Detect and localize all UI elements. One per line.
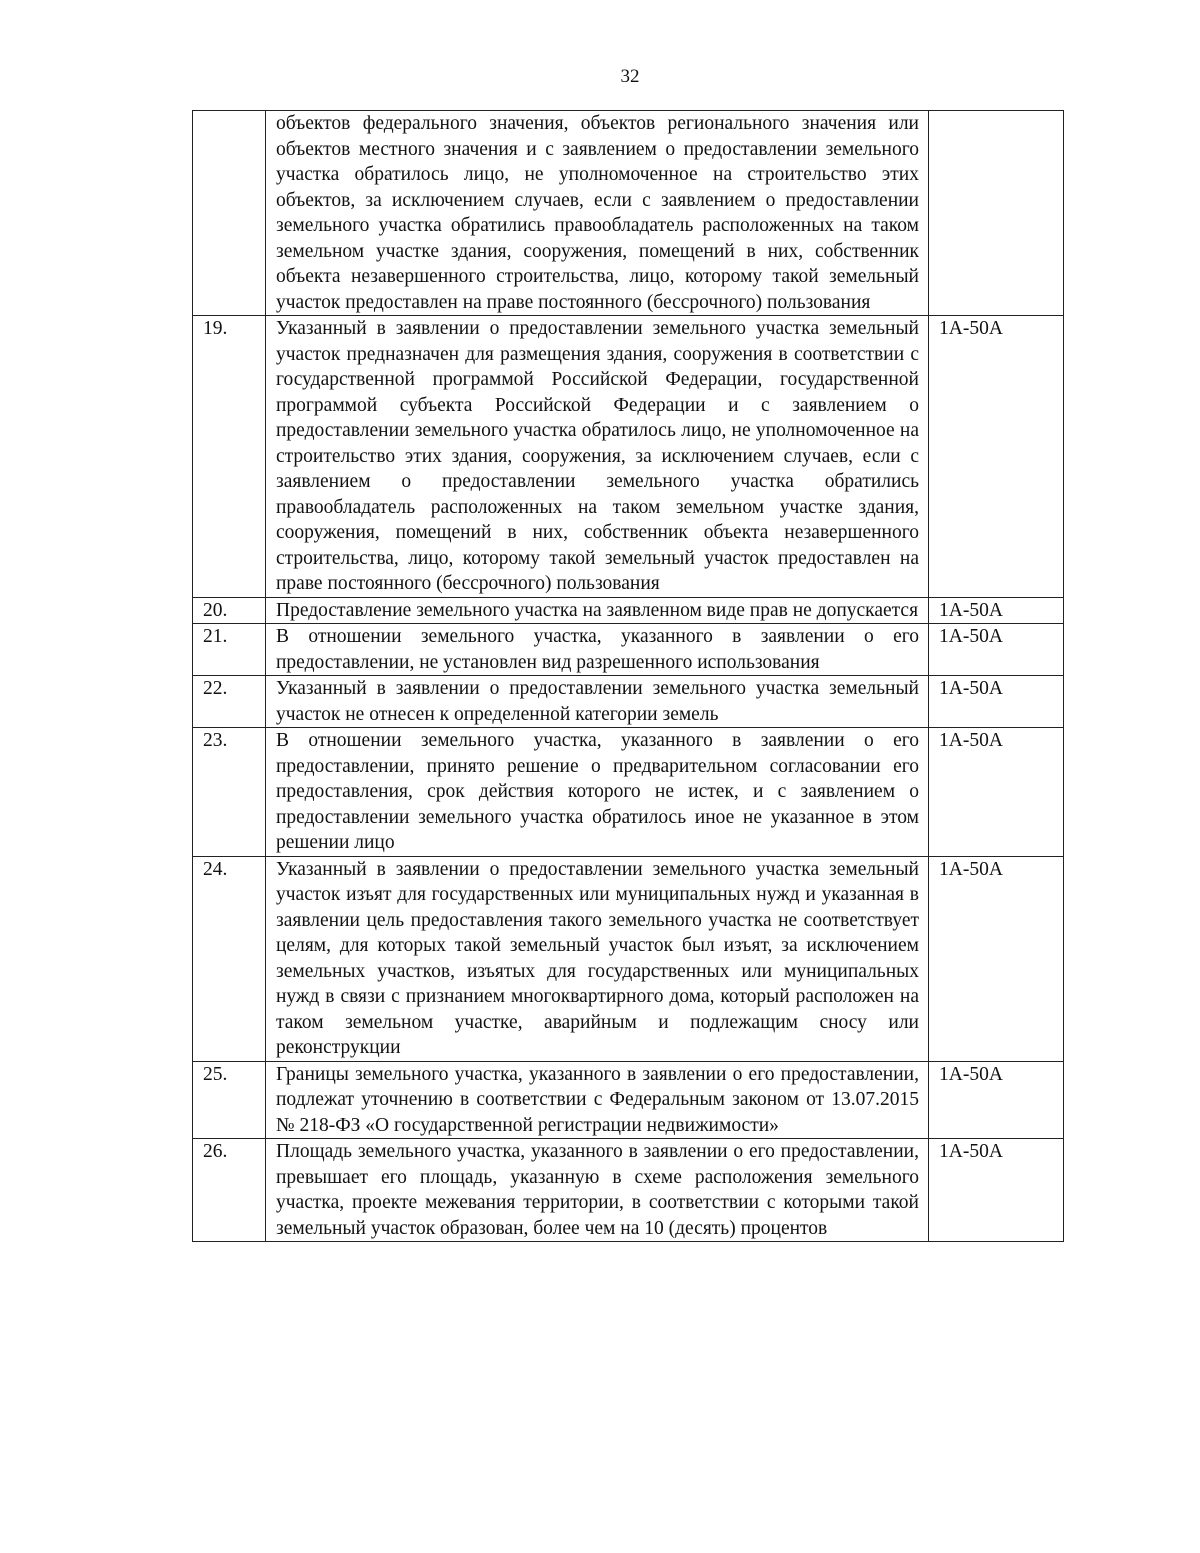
- table-row: [193, 316, 1064, 598]
- row-code: 1А-50А: [929, 597, 1064, 624]
- table-row: [193, 856, 1064, 1061]
- table-row: [193, 1061, 1064, 1139]
- row-code: 1А-50А: [929, 1061, 1064, 1139]
- row-text: Предоставление земельного участка на заявленном виде прав не допускается: [266, 597, 929, 624]
- row-code: 1А-50А: [929, 624, 1064, 676]
- refusal-grounds-table: [192, 110, 1064, 1242]
- table-row: [193, 597, 1064, 624]
- page-number: 32: [620, 66, 640, 87]
- row-code: 1А-50А: [929, 676, 1064, 728]
- row-code: 1А-50А: [929, 856, 1064, 1061]
- row-text: Указанный в заявлении о предоставлении земельного участка земельный участок не отнесен к определенной категории земель: [266, 676, 929, 728]
- row-number: 19.: [193, 316, 266, 598]
- row-text: В отношении земельного участка, указанного в заявлении о его предоставлении, не установлен вид разрешенного использования: [266, 624, 929, 676]
- row-number: 23.: [193, 728, 266, 857]
- row-number: 25.: [193, 1061, 266, 1139]
- table-row: [193, 111, 1064, 316]
- row-number: 26.: [193, 1139, 266, 1242]
- row-text: Указанный в заявлении о предоставлении земельного участка земельный участок изъят для государственных или муниципальных нужд и указанная в заявлении цель предоставления такого земельного участка не соответствует целям, для которых такой земельный участок был изъят, за исключением земельных участков, изъятых для государственных или муниципальных нужд в связи с признанием многоквартирного дома, который расположен на таком земельном участке, аварийным и подлежащим сносу или реконструкции: [266, 856, 929, 1061]
- row-text: объектов федерального значения, объектов регионального значения или объектов местного значения и с заявлением о предоставлении земельного участка обратилось лицо, не уполномоченное на строительство этих объектов, за исключением случаев, если с заявлением о предоставлении земельного участка обратились правообладатель расположенных на таком земельном участке здания, сооружения, помещений в них, собственник объекта незавершенного строительства, лицо, которому такой земельный участок предоставлен на праве постоянного (бессрочного) пользования: [266, 111, 929, 316]
- table-row: [193, 676, 1064, 728]
- row-text: Границы земельного участка, указанного в заявлении о его предоставлении, подлежат уточнению в соответствии с Федеральным законом от 13.07.2015 № 218-ФЗ «О государственной регистрации недвижимости»: [266, 1061, 929, 1139]
- table-row: [193, 1139, 1064, 1242]
- row-number: 21.: [193, 624, 266, 676]
- row-code: 1А-50А: [929, 728, 1064, 857]
- row-number: [193, 111, 266, 316]
- row-number: 20.: [193, 597, 266, 624]
- row-number: 24.: [193, 856, 266, 1061]
- row-code: 1А-50А: [929, 316, 1064, 598]
- row-text: Площадь земельного участка, указанного в заявлении о его предоставлении, превышает его площадь, указанную в схеме расположения земельного участка, проекте межевания территории, в соответствии с которыми такой земельный участок образован, более чем на 10 (десять) процентов: [266, 1139, 929, 1242]
- row-code: [929, 111, 1064, 316]
- row-number: 22.: [193, 676, 266, 728]
- table-row: [193, 624, 1064, 676]
- row-code: 1А-50А: [929, 1139, 1064, 1242]
- row-text: В отношении земельного участка, указанного в заявлении о его предоставлении, принято решение о предварительном согласовании его предоставления, срок действия которого не истек, и с заявлением о предоставлении земельного участка обратилось иное не указанное в этом решении лицо: [266, 728, 929, 857]
- row-text: Указанный в заявлении о предоставлении земельного участка земельный участок предназначен для размещения здания, сооружения в соответствии с государственной программой Российской Федерации, государственной программой субъекта Российской Федерации и с заявлением о предоставлении земельного участка обратилось лицо, не уполномоченное на строительство этих здания, сооружения, за исключением случаев, если с заявлением о предоставлении земельного участка обратились правообладатель расположенных на таком земельном участке здания, сооружения, помещений в них, собственник объекта незавершенного строительства, лицо, которому такой земельный участок предоставлен на праве постоянного (бессрочного) пользования: [266, 316, 929, 598]
- table-row: [193, 728, 1064, 857]
